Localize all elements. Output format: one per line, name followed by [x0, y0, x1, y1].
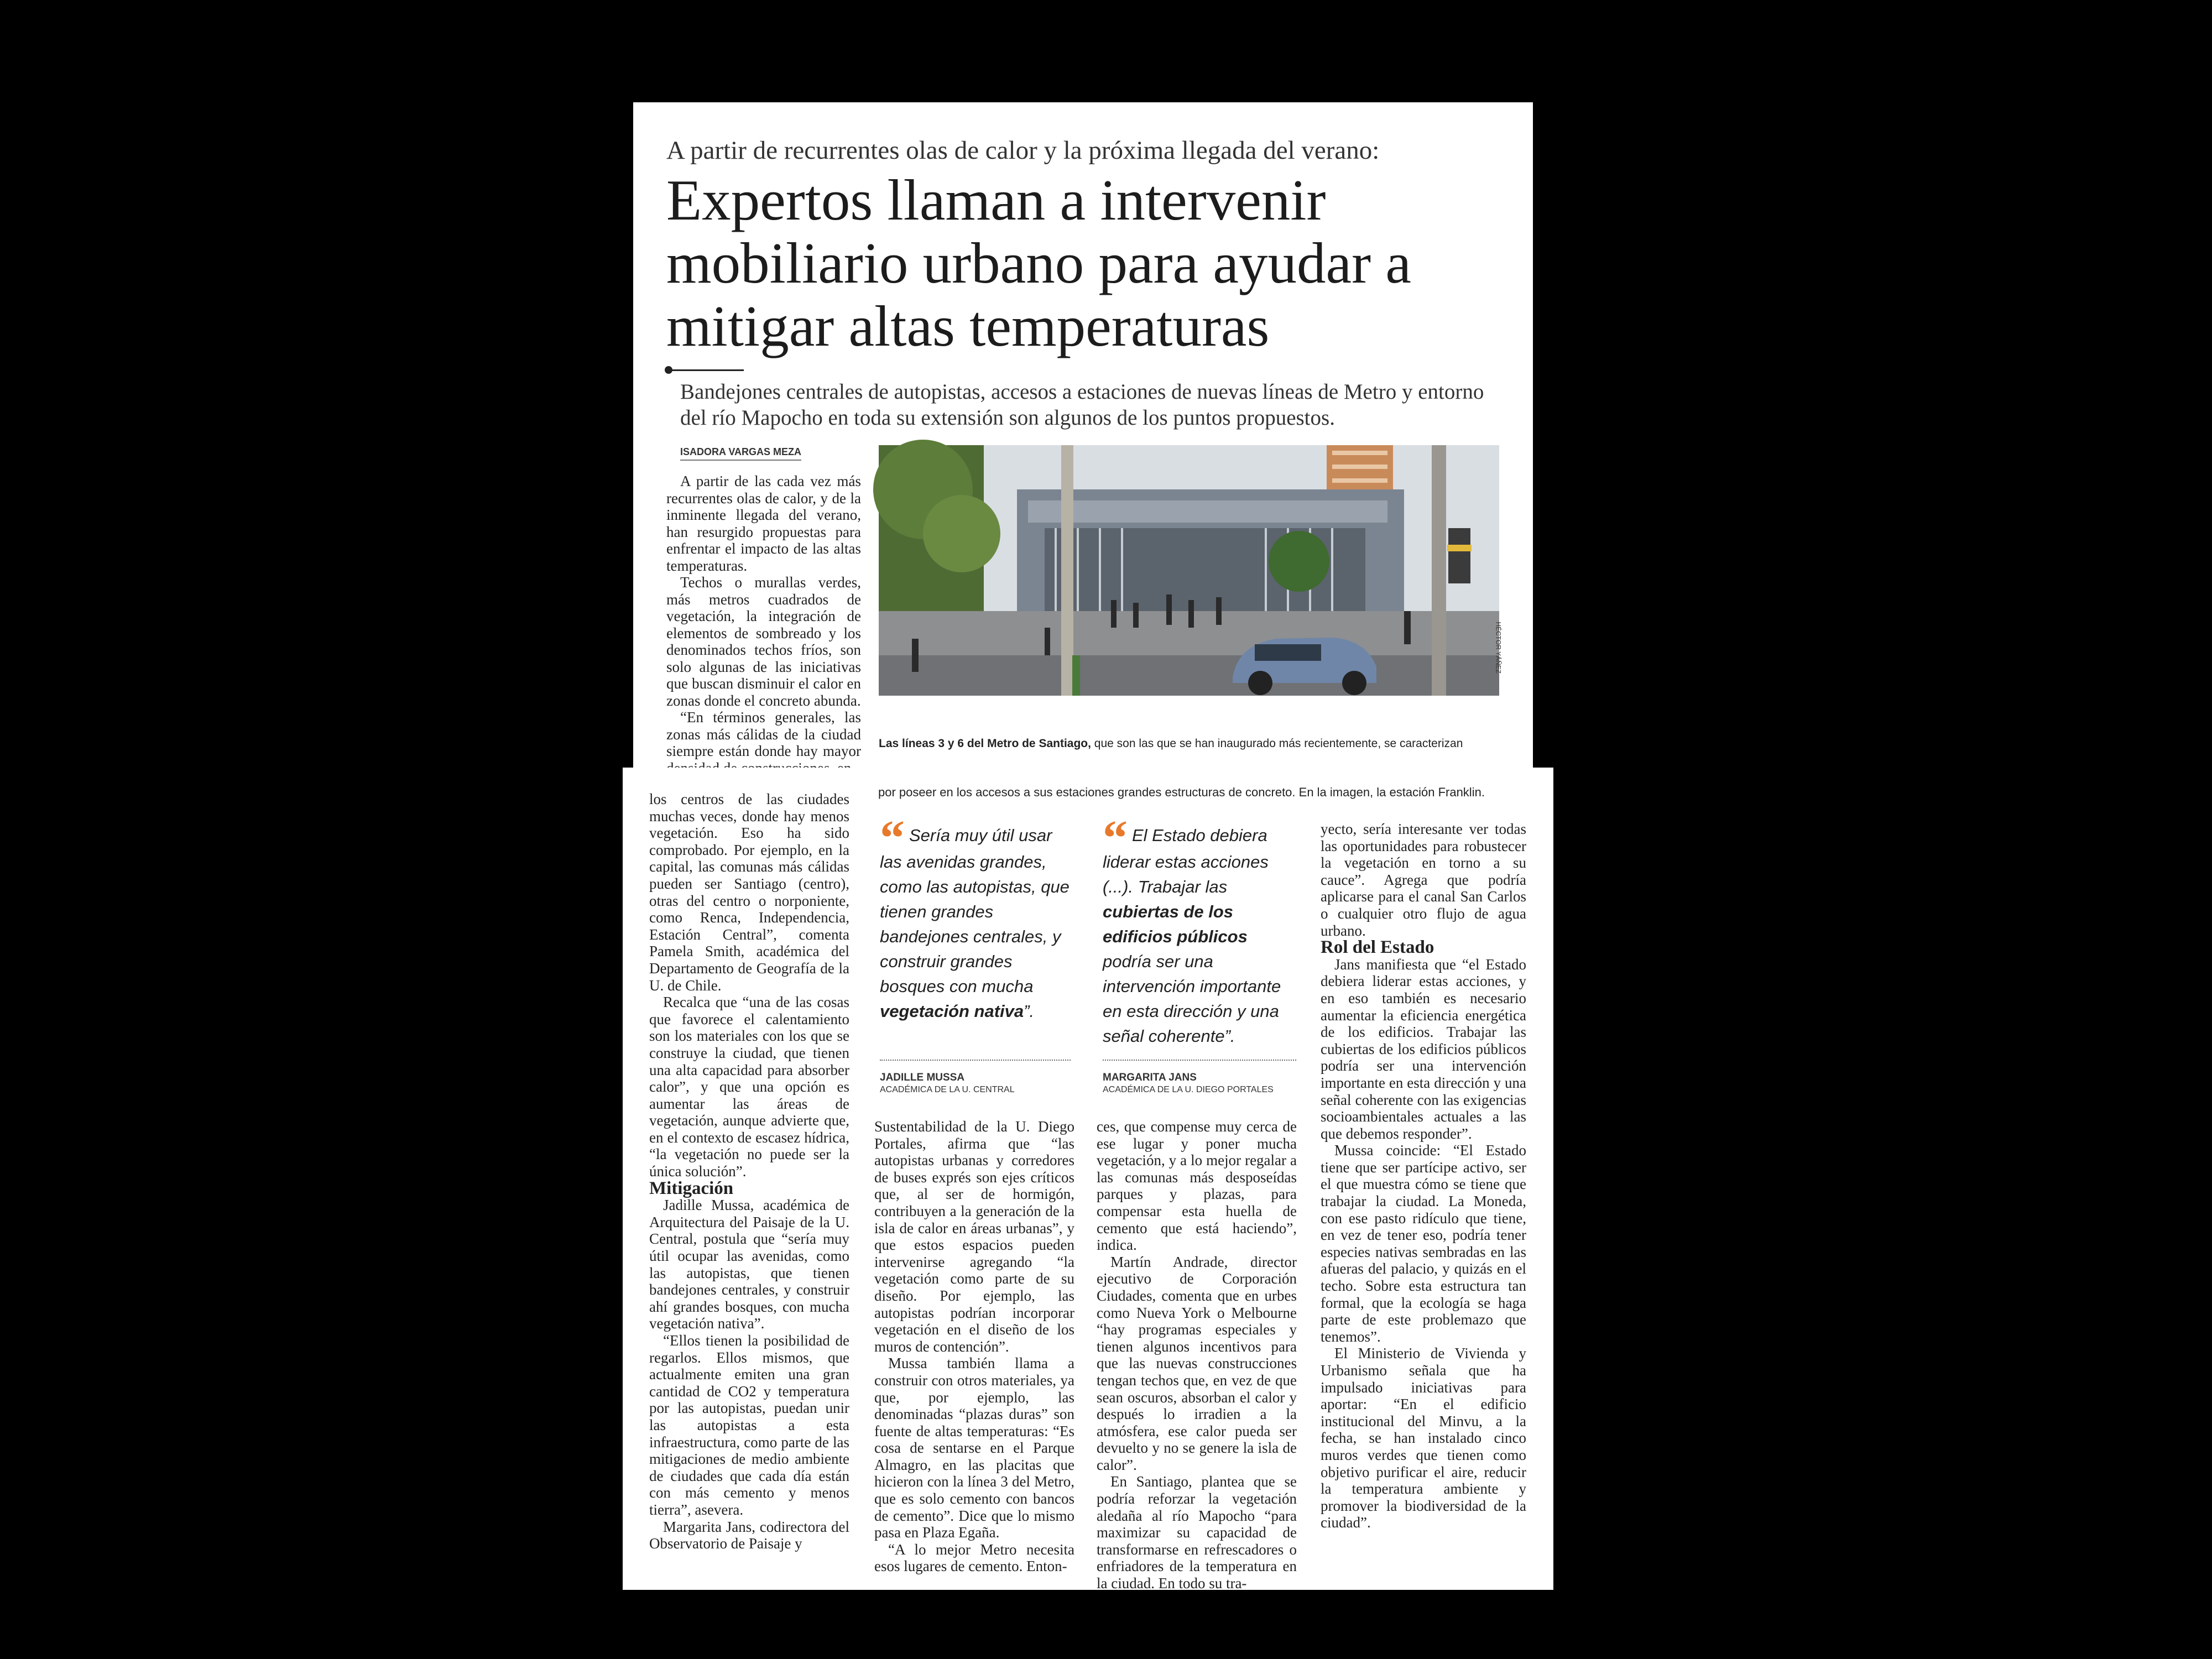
paragraph: “En términos generales, las zonas más cálidas de la ciudad siempre están donde hay mayor: [666, 709, 861, 759]
paragraph: El Ministerio de Vivienda y Urbanismo señala que ha impulsado iniciativas para aportar: “En el edificio institucional del Minvu, a la fecha, se han instalado cinco muros verdes que tienen como objetivo purificar el aire, reducir la temperatura ambiente y promover la biodiversidad de la ciudad”.: [1321, 1345, 1526, 1531]
paragraph: ces, que compense muy cerca de ese lugar y poner mucha vegetación, y a lo mejor regalar a las comunas más desposeídas parques y plazas, para compensar esta huella de cemento que está haciendo”, indica.: [1097, 1118, 1297, 1254]
headline: Expertos llaman a intervenir mobiliario urbano para ayudar a mitigar altas temperaturas: [666, 168, 1411, 358]
paragraph: “A lo mejor Metro necesita esos lugares de cemento. Enton-: [874, 1541, 1074, 1575]
newspaper-clipping-top: [633, 102, 1533, 785]
paragraph: Jans manifiesta que “el Estado debiera liderar estas acciones, y en eso también es necesario aumentar la eficiencia energética de los edificios. Trabajar las cubiertas de los edificios públicos podría ser una intervención importante en esta dirección y una señal coherente con las exigencias socioambientales actuales a las que debemos responder”.: [1321, 956, 1526, 1142]
quote-divider: [1103, 1060, 1296, 1061]
photo-caption: [879, 737, 1499, 754]
quote-mark-icon: “: [880, 811, 905, 865]
quote-highlight: cubiertas de los edificios públicos: [1103, 902, 1248, 946]
paragraph: Sustentabilidad de la U. Diego Portales, afirma que “las autopistas urbanas y corredores de buses exprés son ejes críticos que, al ser de hormigón, contribuyen a la generación de la isla de calor en áreas urbanas”, y que estos espacios pueden intervenirse agregando “la vegetación como parte de su diseño. Por ejemplo, las autopistas podrían incorporar vegetación en el diseño de los muros de contención”.: [874, 1118, 1074, 1355]
deck: Bandejones centrales de autopistas, accesos a estaciones de nuevas líneas de Metro y entorno del río Mapocho en toda su extensión son algunos de los puntos propuestos.: [680, 380, 1484, 430]
quote-author-name: MARGARITA JANS: [1103, 1072, 1197, 1083]
quote-end: ”.: [1024, 1001, 1035, 1021]
paragraph: Mussa coincide: “El Estado tiene que ser partícipe activo, ser el que muestra cómo se tiene que trabajar la ciudad. La Moneda, con ese pasto ridículo que tiene, en vez de tener eso, podría tener especies nativas sembradas en las afueras del palacio, y quizás en el techo. Sobre esta estructura tan formal, que la ecología se haga parte de este problemazo que tenemos”.: [1321, 1142, 1526, 1345]
article-column-1: [649, 791, 849, 1565]
article-column-3: [1097, 1118, 1297, 1592]
quote-author-role: ACADÉMICA DE LA U. CENTRAL: [880, 1085, 1015, 1094]
caption-text: que son las que se han inaugurado más recientemente, se caracterizan: [1091, 737, 1463, 750]
quote-mark-icon: “: [1103, 811, 1128, 865]
paragraph: yecto, sería interesante ver todas las oportunidades para robustecer la vegetación en torno a su cauce”. Agrega que podría aplicarse para el canal San Carlos o cualquier otro flujo de agua urbano.: [1321, 821, 1526, 939]
byline: ISADORA VARGAS MEZA: [680, 446, 801, 461]
caption-bold: Las líneas 3 y 6 del Metro de Santiago,: [879, 737, 1091, 750]
paragraph: Margarita Jans, codirectora del Observatorio de Paisaje y: [649, 1518, 849, 1552]
kicker: A partir de recurrentes olas de calor y la próxima llegada del verano:: [666, 136, 1380, 165]
paragraph: A partir de las cada vez más recurrentes olas de calor, y de la inminente llegada del verano, han resurgido propuestas para enfrentar el impacto de las altas temperaturas.: [666, 473, 861, 574]
article-column-1-top: [666, 473, 861, 780]
photo-illustration: [879, 445, 1499, 696]
photo-caption-continued: por poseer en los accesos a sus estaciones grandes estructuras de concreto. En la imagen, la estación Franklin.: [878, 785, 1485, 799]
paragraph: los centros de las ciudades muchas veces, donde hay menos vegetación. Eso ha sido comprobado. Por ejemplo, en la capital, las comunas más cálidas pueden ser Santiago (centro), otras del centro o norponiente, como Renca, Independencia, Estación Central”, comenta Pamela Smith, académica del Departamento de Geografía de la U. de Chile.: [649, 791, 849, 994]
metro-station-photo: [879, 445, 1503, 696]
newspaper-clipping-bottom: [623, 768, 1553, 1590]
quote-text: El Estado debiera liderar estas acciones (...). Trabajar las: [1103, 826, 1269, 896]
quote-author-name: JADILLE MUSSA: [880, 1072, 965, 1083]
quote-text: Sería muy útil usar las avenidas grandes, como las autopistas, que tienen grandes bandejones centrales, y construir grandes bosques con mucha: [880, 826, 1070, 996]
quote-author-role: ACADÉMICA DE LA U. DIEGO PORTALES: [1103, 1085, 1274, 1094]
pull-quote-mussa: [880, 811, 1071, 1024]
quote-divider: [880, 1060, 1071, 1061]
paragraph: Recalca que “una de las cosas que favorece el calentamiento son los materiales con los que se construye la ciudad, que tienen una alta capacidad para absorber calor”, y que una opción es aumentar las áreas de vegetación, aunque advierte que, en el contexto de escasez hídrica, “la vegetación no puede ser la única solución”.: [649, 994, 849, 1180]
article-column-4: [1321, 821, 1526, 1567]
paragraph: Jadille Mussa, académica de Arquitectura del Paisaje de la U. Central, postula que “sería muy útil ocupar las avenidas, como las autopistas, que tienen bandejones centrales, y construir ahí grandes bosques, con mucha vegetación nativa”.: [649, 1197, 849, 1332]
quote-highlight: vegetación nativa: [880, 1001, 1024, 1021]
paragraph: Mussa también llama a construir con otros materiales, ya que, por ejemplo, las denominadas “plazas duras” son fuente de altas temperaturas: “Es cosa de sentarse en el Parque Almagro, en las placitas que hicieron con la línea 3 del Metro, que es solo cemento con bancos de cemento”. Dice que lo mismo pasa en Plaza Egaña.: [874, 1355, 1074, 1541]
quote-end: podría ser una intervención importante en esta dirección y una señal coherente”.: [1103, 952, 1281, 1046]
paragraph: En Santiago, plantea que se podría reforzar la vegetación aledaña al río Mapocho “para maximizar su capacidad de transformarse en refrescadores o enfriadores de la temperatura en la ciudad. En todo su tra-: [1097, 1473, 1297, 1592]
paragraph: “Ellos tienen la posibilidad de regarlos. Ellos mismos, que actualmente emiten una gran cantidad de CO2 y temperatura por las autopistas, puedan unir las autopistas a esta infraestructura, como parte de las mitigaciones de medio ambiente de ciudades que cada día están con más cemento y menos tierra”, asevera.: [649, 1332, 849, 1518]
pull-quote-jans: [1103, 811, 1296, 1048]
headline-rule: [666, 369, 744, 371]
photo-credit: HÉCTOR YÁÑEZ: [1495, 622, 1503, 674]
article-column-2: [874, 1118, 1074, 1575]
paragraph: Techos o murallas verdes, más metros cuadrados de vegetación, la integración de elementos de sombreado y los denominados techos fríos, son solo algunas de las iniciativas que buscan disminuir el calor en zonas donde el concreto abunda.: [666, 574, 861, 709]
paragraph: Martín Andrade, director ejecutivo de Corporación Ciudades, comenta que en urbes como Nueva York o Melbourne “hay programas especiales y tienen algunos incentivos para que las nuevas construcciones tengan techos que, en vez de que sean oscuros, absorban el calor y después lo irradien a la atmósfera, ese calor pueda ser devuelto y no se genere la isla de calor”.: [1097, 1253, 1297, 1473]
subhead-mitigacion: Mitigación: [649, 1178, 734, 1198]
subhead-rol-del-estado: Rol del Estado: [1321, 937, 1434, 958]
